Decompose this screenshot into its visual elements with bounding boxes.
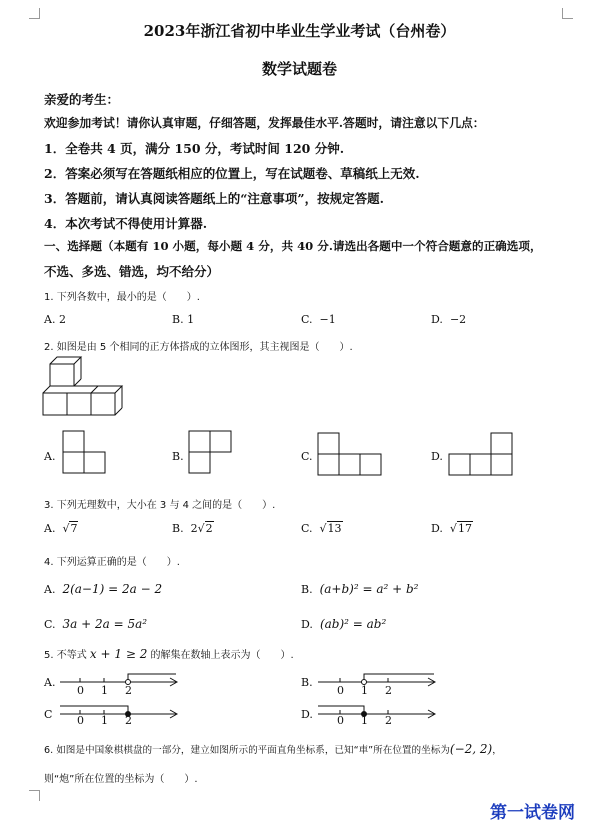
corner-mark-top-right: [562, 8, 573, 19]
note-2: 2．答案必须写在答题纸相应的位置上，写在试题卷、草稿纸上无效.: [44, 166, 420, 181]
section-heading-line1: 一、选择题（本题有 10 小题，每小题 4 分，共 40 分.请选出各题中一个符合题意的正确选项，: [44, 239, 542, 253]
q2-option-a-figure: [62, 430, 112, 476]
q5-a-tick-0: 0: [77, 684, 84, 697]
q5-c-tick-0: 0: [77, 714, 84, 727]
q5-c-tick-1: 1: [101, 714, 108, 727]
q1-option-b: B. 1: [172, 313, 195, 326]
corner-mark-top-left: [29, 8, 40, 19]
q2-stem: 2. 如图是由 5 个相同的正方体搭成的立体图形，其主视图是（ ）.: [44, 342, 353, 353]
q3-option-c: C. √13: [301, 522, 342, 535]
q5-option-d-numberline: [316, 700, 446, 730]
q4-option-c: C. 3a + 2a = 5a²: [44, 617, 148, 631]
q3-option-b: B. 2√2: [172, 522, 213, 535]
q5-d-tick-2: 2: [385, 714, 392, 727]
q4-option-b: B. (a+b)² = a² + b²: [301, 582, 419, 596]
q1-stem: 1. 下列各数中，最小的是（ ）.: [44, 292, 200, 303]
q6-stem-line2: 则“炮”所在位置的坐标为（ ）.: [44, 774, 198, 785]
q2-option-d-figure: [448, 432, 520, 478]
q3-stem: 3. 下列无理数中，大小在 3 与 4 之间的是（ ）.: [44, 500, 276, 511]
q2-option-d-label: D.: [431, 450, 443, 463]
q5-b-tick-0: 0: [337, 684, 344, 697]
q5-option-c-label: C: [44, 708, 53, 721]
q5-a-tick-1: 1: [101, 684, 108, 697]
q3-option-a: A. √7: [44, 522, 78, 535]
q6-stem-line1: 6. 如图是中国象棋棋盘的一部分，建立如图所示的平面直角坐标系，已知“車”所在位置的坐标为(−2, 2)，: [44, 742, 502, 756]
note-3: 3．答题前，请认真阅读答题纸上的“注意事项”，按规定答题.: [44, 191, 384, 206]
exam-title: 2023年浙江省初中毕业生学业考试（台州卷）: [143, 22, 456, 40]
q4-option-d: D. (ab)² = ab²: [301, 617, 387, 631]
q2-solid-figure: [40, 356, 130, 424]
welcome-text: 欢迎参加考试！请你认真审题，仔细答题，发挥最佳水平.答题时，请注意以下几点：: [44, 116, 485, 130]
q2-option-b-figure: [188, 430, 238, 476]
q2-option-b-label: B.: [172, 450, 184, 463]
q2-option-a-label: A.: [44, 450, 56, 463]
q1-option-a: A. 2: [44, 313, 66, 326]
q2-option-c-figure: [317, 432, 389, 478]
q5-option-b-label: B.: [301, 676, 313, 689]
section-heading-line2: 不选、多选、错选，均不给分）: [44, 264, 220, 279]
q5-c-tick-2: 2: [125, 714, 132, 727]
q4-option-a: A. 2(a−1) = 2a − 2: [44, 582, 163, 596]
site-watermark: 第一试卷网: [490, 803, 575, 823]
q5-b-tick-2: 2: [385, 684, 392, 697]
corner-mark-bottom-left: [29, 790, 40, 801]
note-1: 1．全卷共 4 页，满分 150 分，考试时间 120 分钟.: [44, 141, 345, 156]
q5-b-tick-1: 1: [361, 684, 368, 697]
q1-option-d: D. −2: [431, 313, 467, 326]
q5-d-tick-0: 0: [337, 714, 344, 727]
q5-option-d-label: D.: [301, 708, 313, 721]
q5-option-b-numberline: [316, 670, 446, 700]
q2-option-c-label: C.: [301, 450, 313, 463]
q5-a-tick-2: 2: [125, 684, 132, 697]
q5-option-a-label: A.: [44, 676, 56, 689]
q4-stem: 4. 下列运算正确的是（ ）.: [44, 557, 180, 568]
q3-option-d: D. √17: [431, 522, 472, 535]
exam-subtitle: 数学试题卷: [261, 60, 337, 78]
q1-option-c: C. −1: [301, 313, 336, 326]
q5-stem: 5. 不等式 x + 1 ≥ 2 的解集在数轴上表示为（ ）.: [44, 647, 294, 661]
q5-d-tick-1: 1: [361, 714, 368, 727]
greeting: 亲爱的考生：: [44, 92, 120, 107]
note-4: 4．本次考试不得使用计算器.: [44, 216, 208, 231]
